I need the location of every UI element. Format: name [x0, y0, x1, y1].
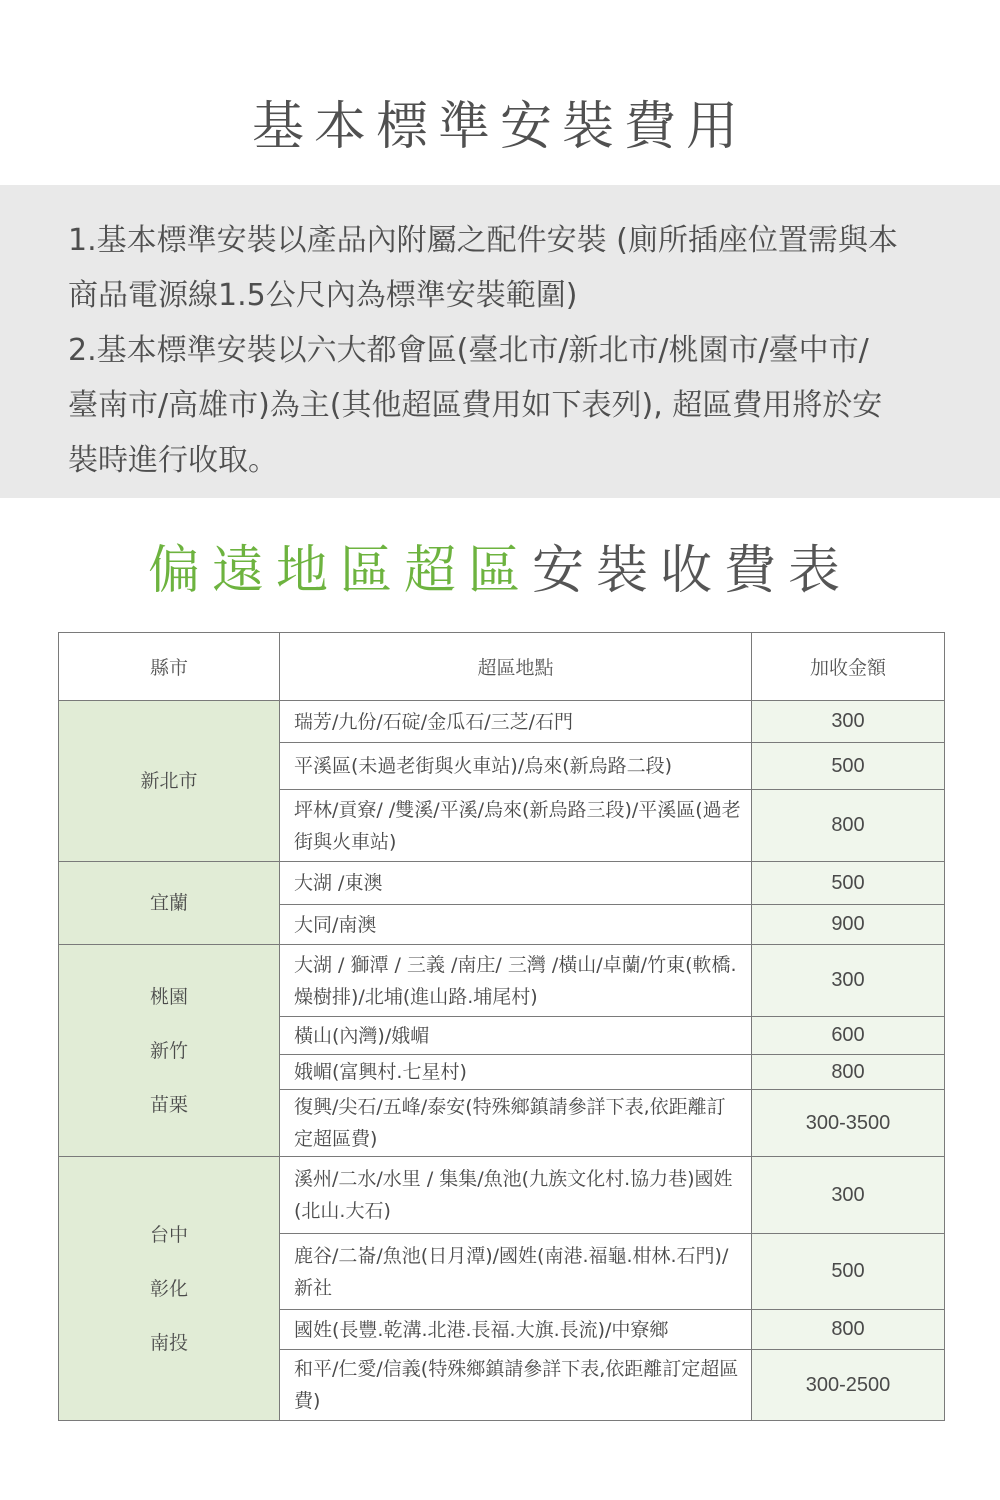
fee-cell: 800: [751, 1309, 945, 1350]
county-name: 宜蘭: [149, 892, 188, 914]
note-line: 裝時進行收取。: [68, 443, 278, 478]
fee-cell: 500: [751, 1233, 945, 1310]
location-cell: 橫山(內灣)/娥嵋: [279, 1016, 752, 1055]
location-cell: 溪州/二水/水里 / 集集/魚池(九族文化村.協力巷)國姓(北山.大石): [279, 1156, 752, 1234]
county-cell: [58, 861, 280, 945]
location-cell: 大湖 /東澳: [279, 861, 752, 905]
county-cell: [58, 944, 280, 1157]
page-title: 基本標準安裝費用: [251, 97, 748, 157]
note-line: 1.基本標準安裝以產品內附屬之配件安裝 (廁所插座位置需與本: [68, 223, 898, 258]
county-name: 新竹: [149, 1039, 188, 1062]
section-title: [0, 536, 1000, 606]
county-name: 新北市: [140, 770, 198, 792]
fee-cell: 300: [751, 1156, 945, 1234]
county-name: 桃園: [149, 985, 188, 1008]
section-title-gray: 安裝收費表: [532, 541, 853, 601]
fee-cell: 500: [751, 742, 945, 790]
header-location: 超區地點: [279, 632, 752, 701]
fee-cell: 600: [751, 1016, 945, 1055]
location-cell: 復興/尖石/五峰/泰安(特殊鄉鎮請參詳下表,依距離訂定超區費): [279, 1089, 752, 1157]
fee-cell: 900: [751, 904, 945, 945]
header-county: 縣市: [58, 632, 280, 701]
location-cell: 娥嵋(富興村.七星村): [279, 1054, 752, 1090]
section-title-green: 偏遠地區超區: [147, 541, 532, 601]
note-line: 商品電源線1.5公尺內為標準安裝範圍): [68, 278, 578, 313]
fee-cell: 500: [751, 861, 945, 905]
location-cell: 坪林/貢寮/ /雙溪/平溪/烏來(新烏路三段)/平溪區(過老街與火車站): [279, 789, 752, 862]
location-cell: 鹿谷/二崙/魚池(日月潭)/國姓(南港.福龜.柑林.石門)/新社: [279, 1233, 752, 1310]
note-line: 臺南市/高雄市)為主(其他超區費用如下表列), 超區費用將於安: [68, 388, 883, 423]
fee-cell: 300-3500: [751, 1089, 945, 1157]
location-cell: 大同/南澳: [279, 904, 752, 945]
fee-cell: 300: [751, 700, 945, 743]
county-name: 台中: [149, 1223, 188, 1246]
installation-notes: [0, 185, 1000, 498]
fee-cell: 300: [751, 944, 945, 1017]
county-name: 南投: [149, 1331, 188, 1354]
location-cell: 和平/仁愛/信義(特殊鄉鎮請參詳下表,依距離訂定超區費): [279, 1349, 752, 1421]
note-line: 2.基本標準安裝以六大都會區(臺北市/新北市/桃園市/臺中市/: [68, 333, 869, 368]
county-name: 苗栗: [149, 1093, 188, 1116]
county-name: 彰化: [149, 1277, 188, 1300]
location-cell: 平溪區(未過老街與火車站)/烏來(新烏路二段): [279, 742, 752, 790]
location-cell: 國姓(長豐.乾溝.北港.長福.大旗.長流)/中寮鄉: [279, 1309, 752, 1350]
fee-cell: 800: [751, 789, 945, 862]
county-cell: [58, 1156, 280, 1421]
header-fee: 加收金額: [751, 632, 945, 701]
fee-table: [58, 632, 945, 1421]
county-cell: [58, 700, 280, 862]
location-cell: 瑞芳/九份/石碇/金瓜石/三芝/石門: [279, 700, 752, 743]
fee-cell: 300-2500: [751, 1349, 945, 1421]
fee-cell: 800: [751, 1054, 945, 1090]
location-cell: 大湖 / 獅潭 / 三義 /南庄/ 三灣 /橫山/卓蘭/竹東(軟橋.燥樹排)/北埔(進山路.埔尾村): [279, 944, 752, 1017]
